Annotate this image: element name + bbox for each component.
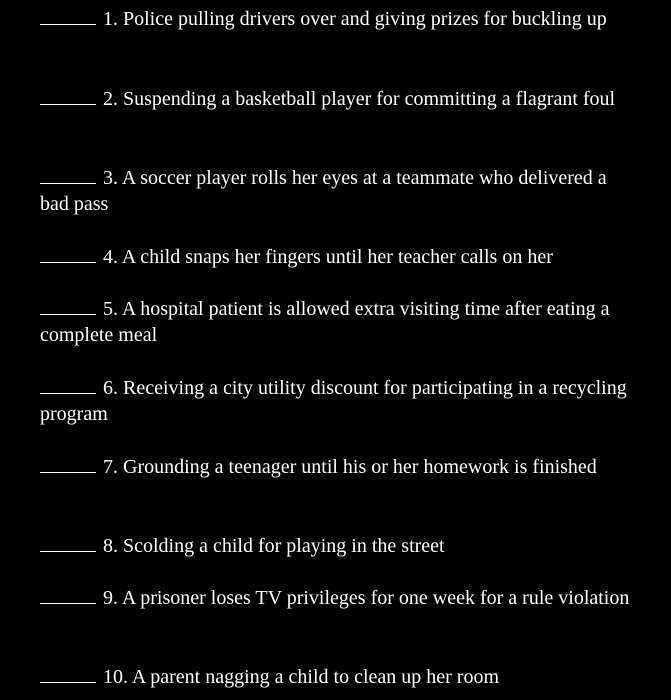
list-item [40,240,640,270]
item-text: 10. A parent nagging a child to clean up her room [103,666,500,688]
item-text: 3. A soccer player rolls her eyes at a teammate who delivered a bad pass [40,167,607,215]
list-item [40,450,640,480]
answer-blank[interactable] [40,292,96,315]
answer-blank[interactable] [40,2,96,25]
item-text: 4. A child snaps her fingers until her teacher calls on her [103,246,553,268]
list-item [40,82,640,112]
answer-blank[interactable] [40,82,96,105]
item-text: 1. Police pulling drivers over and giving prizes for buckling up [103,8,607,30]
answer-blank[interactable] [40,240,96,263]
item-text: 2. Suspending a basketball player for committing a flagrant foul [103,88,616,110]
item-text: 8. Scolding a child for playing in the street [103,535,445,557]
item-text: 7. Grounding a teenager until his or her homework is finished [103,456,597,478]
list-item [40,581,640,611]
list-item [40,292,640,348]
item-text: 9. A prisoner loses TV privileges for one week for a rule violation [103,587,630,609]
list-item [40,161,640,217]
list-item [40,660,640,690]
answer-blank[interactable] [40,371,96,394]
answer-blank[interactable] [40,529,96,552]
list-item [40,529,640,559]
answer-blank[interactable] [40,581,96,604]
list-item [40,2,640,32]
item-text: 5. A hospital patient is allowed extra visiting time after eating a complete meal [40,298,610,346]
list-item [40,371,640,427]
answer-blank[interactable] [40,161,96,184]
item-text: 6. Receiving a city utility discount for participating in a recycling program [40,377,627,425]
answer-blank[interactable] [40,450,96,473]
answer-blank[interactable] [40,660,96,683]
